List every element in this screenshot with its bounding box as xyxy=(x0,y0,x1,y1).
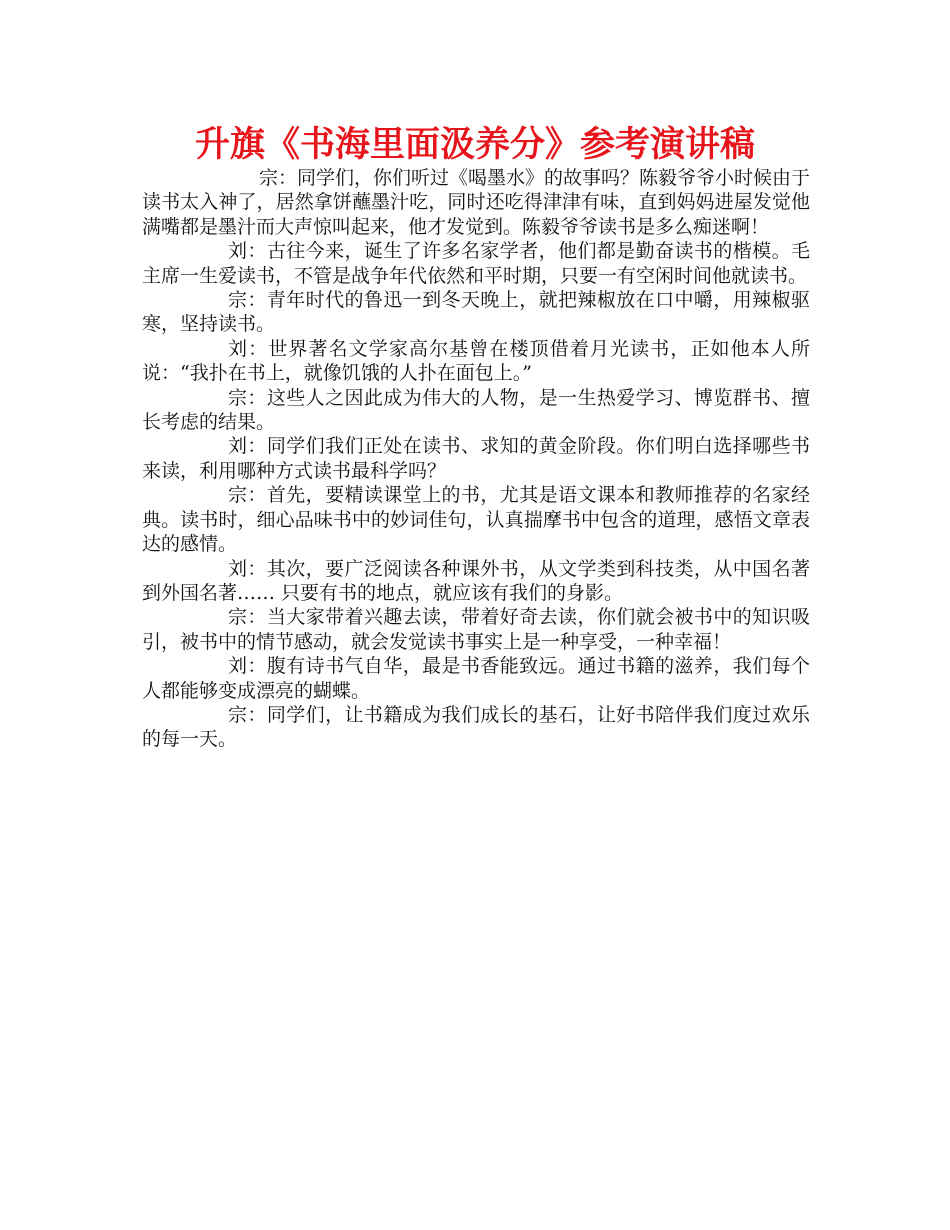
speech-paragraph: 刘：其次，要广泛阅读各种课外书，从文学类到科技类，从中国名著到外国名著…… 只要有书的地点，就应该有我们的身影。 xyxy=(142,557,810,604)
speech-paragraph: 宗：同学们，让书籍成为我们成长的基石，让好书陪伴我们度过欢乐的每一天。 xyxy=(142,703,810,751)
speech-paragraph: 宗：青年时代的鲁迅一到冬天晚上，就把辣椒放在口中嚼，用辣椒驱寒，坚持读书。 xyxy=(142,289,810,336)
speech-paragraph: 宗：这些人之因此成为伟大的人物，是一生热爱学习、博览群书、擅长考虑的结果。 xyxy=(142,386,810,434)
speech-paragraph: 刘：腹有诗书气自华，最是书香能致远。通过书籍的滋养，我们每个人都能够变成漂亮的蝴蝶。 xyxy=(142,655,810,702)
speech-paragraph: 宗：首先，要精读课堂上的书，尤其是语文课本和教师推荐的名家经典。读书时，细心品味书中的妙词佳句，认真揣摩书中包含的道理，感悟文章表达的感情。 xyxy=(142,484,810,556)
document-title: 升旗《书海里面汲养分》参考演讲稿 xyxy=(194,125,755,165)
speech-body xyxy=(142,166,810,752)
speech-paragraph: 宗：同学们，你们听过《喝墨水》的故事吗？陈毅爷爷小时候由于读书太入神了，居然拿饼蘸墨汁吃，同时还吃得津津有味，直到妈妈进屋发觉他满嘴都是墨汁而大声惊叫起来，他才发觉到。陈毅爷爷读书是多么痴迷啊！ xyxy=(142,167,811,238)
speech-paragraph: 宗：当大家带着兴趣去读，带着好奇去读，你们就会被书中的知识吸引，被书中的情节感动，就会发觉读书事实上是一种享受，一种幸福！ xyxy=(142,606,810,653)
speech-paragraph: 刘：同学们我们正处在读书、求知的黄金阶段。你们明白选择哪些书来读，利用哪种方式读书最科学吗？ xyxy=(142,435,810,482)
speech-paragraph: 刘：古往今来，诞生了许多名家学者，他们都是勤奋读书的楷模。毛主席一生爱读书，不管是战争年代依然和平时期，只要一有空闲时间他就读书。 xyxy=(142,240,810,287)
speech-paragraph: 刘：世界著名文学家高尔基曾在楼顶借着月光读书，正如他本人所说：“我扑在书上，就像饥饿的人扑在面包上。” xyxy=(142,337,810,385)
